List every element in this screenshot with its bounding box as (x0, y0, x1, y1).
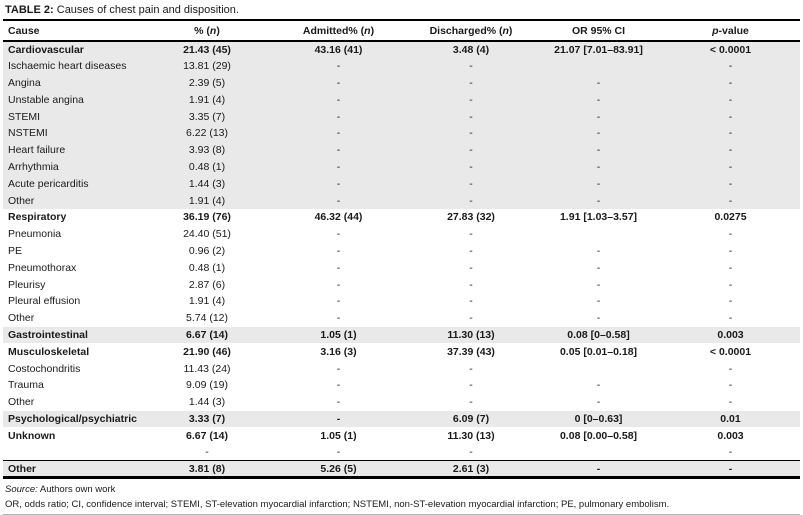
percent-n-cell: 0.48 (1) (188, 160, 226, 173)
discharged-cell: - (469, 110, 473, 123)
or-ci-cell: - (596, 462, 601, 475)
cause-cell: Angina (8, 76, 41, 89)
table-row (3, 360, 800, 377)
percent-n-cell: 6.67 (14) (185, 429, 229, 442)
p-value-cell: - (728, 127, 733, 140)
discharged-cell: - (469, 379, 473, 392)
admitted-cell: 43.16 (41) (314, 43, 363, 56)
percent-n-cell: 21.43 (45) (183, 43, 231, 56)
p-value-cell: - (728, 261, 733, 274)
cause-cell: Pleural effusion (8, 295, 81, 308)
admitted-cell: - (336, 144, 341, 157)
percent-n-cell: 5.74 (12) (185, 312, 229, 325)
table-row (3, 75, 800, 92)
discharged-cell: 11.30 (13) (447, 328, 495, 341)
cause-cell: Pleurisy (8, 278, 46, 291)
p-value-cell: - (728, 244, 733, 257)
or-ci-cell: 0.05 [0.01–0.18] (559, 345, 638, 358)
admitted-cell: - (336, 261, 341, 274)
source-label: Source: (5, 484, 38, 496)
table-row (3, 41, 800, 58)
discharged-cell: 11.30 (13) (447, 429, 495, 442)
p-value-cell: - (728, 60, 733, 73)
table-caption-text: Causes of chest pain and disposition. (53, 4, 239, 16)
cause-cell: Unknown (8, 429, 56, 442)
p-value-cell: - (728, 278, 733, 291)
percent-n-cell: 1.44 (3) (188, 177, 226, 190)
discharged-cell: 27.83 (32) (447, 211, 495, 224)
cause-cell: Ischaemic heart diseases (8, 60, 127, 73)
discharged-cell: 3.48 (4) (452, 43, 490, 56)
percent-n-cell: 2.39 (5) (188, 76, 226, 89)
col-header-discharged: Discharged% (n) (406, 21, 536, 41)
admitted-cell: 1.05 (1) (320, 328, 357, 341)
source-text: Authors own work (37, 484, 116, 496)
p-value-cell: - (728, 362, 733, 375)
admitted-cell: 46.32 (44) (314, 211, 363, 224)
or-ci-cell: - (596, 379, 601, 392)
cause-cell: Other (8, 462, 37, 475)
admitted-cell: - (336, 110, 341, 123)
discharged-cell: - (469, 127, 473, 140)
admitted-cell: - (336, 446, 341, 459)
cause-cell: Other (8, 396, 35, 409)
or-ci-cell: - (596, 127, 601, 140)
table-row (3, 259, 800, 276)
admitted-cell: - (336, 312, 341, 325)
header-row (3, 21, 800, 41)
discharged-cell: - (469, 160, 473, 173)
table-caption (3, 0, 800, 21)
table-row (3, 192, 800, 209)
table-caption-label: TABLE 2: (5, 4, 54, 16)
or-ci-cell (536, 360, 661, 377)
admitted-cell: - (336, 93, 341, 106)
discharged-cell: - (469, 244, 473, 257)
percent-n-cell: 1.44 (3) (188, 396, 226, 409)
p-value-cell: - (728, 228, 733, 241)
or-ci-cell: - (596, 278, 601, 291)
discharged-cell: 6.09 (7) (452, 412, 490, 425)
cause-cell: Gastrointestinal (8, 328, 88, 341)
table-row (3, 461, 800, 478)
table-row (3, 411, 800, 428)
cause-cell: Trauma (8, 379, 44, 392)
cause-cell: STEMI (8, 110, 41, 123)
discharged-cell: - (469, 177, 473, 190)
discharged-cell: - (469, 362, 473, 375)
discharged-cell: 37.39 (43) (447, 345, 495, 358)
table-header (3, 21, 800, 41)
cause-cell: Costochondritis (8, 362, 81, 375)
col-header-cause: Cause (3, 21, 143, 41)
or-ci-cell: - (596, 177, 601, 190)
admitted-cell: - (336, 194, 341, 207)
percent-n-cell: 0.48 (1) (188, 261, 226, 274)
discharged-cell: - (469, 60, 473, 73)
admitted-cell: - (336, 379, 341, 392)
percent-n-cell: - (205, 446, 209, 459)
or-ci-cell: - (596, 261, 601, 274)
admitted-cell: - (336, 76, 341, 89)
table-row (3, 58, 800, 75)
table-row (3, 159, 800, 176)
table-row (3, 175, 800, 192)
percent-n-cell: 11.43 (24) (183, 362, 231, 375)
admitted-cell: - (336, 244, 341, 257)
admitted-cell: - (336, 177, 341, 190)
or-ci-cell: 21.07 [7.01–83.91] (554, 43, 643, 56)
table-row (3, 91, 800, 108)
table-row (3, 226, 800, 243)
discharged-cell: - (469, 295, 473, 308)
or-ci-cell: 0.08 [0–0.58] (567, 328, 630, 341)
admitted-cell: - (336, 228, 341, 241)
percent-n-cell: 1.91 (4) (188, 93, 226, 106)
cause-cell: NSTEMI (8, 127, 48, 140)
discharged-cell: - (469, 194, 473, 207)
col-header-or-ci: OR 95% CI (536, 21, 661, 41)
p-value-cell: - (728, 396, 733, 409)
p-value-cell: - (728, 93, 733, 106)
percent-n-cell: 3.81 (8) (188, 462, 226, 475)
or-ci-cell: - (596, 144, 601, 157)
p-value-cell: 0.003 (717, 328, 744, 341)
percent-n-cell: 13.81 (29) (183, 60, 231, 73)
percent-n-cell: 3.35 (7) (188, 110, 226, 123)
percent-n-cell: 6.22 (13) (185, 127, 229, 140)
admitted-cell: - (336, 396, 341, 409)
cause-cell (3, 444, 143, 461)
discharged-cell: 2.61 (3) (452, 462, 490, 475)
percent-n-cell: 0.96 (2) (188, 244, 226, 257)
percent-n-cell: 1.91 (4) (188, 194, 226, 207)
percent-n-cell: 21.90 (46) (183, 345, 231, 358)
table-row (3, 293, 800, 310)
discharged-cell: - (469, 396, 473, 409)
cause-cell: Respiratory (8, 211, 67, 224)
table-row (3, 427, 800, 444)
discharged-cell: - (469, 261, 473, 274)
discharged-cell: - (469, 228, 473, 241)
p-value-cell: - (728, 144, 733, 157)
table-row (3, 209, 800, 226)
cause-cell: Other (8, 312, 35, 325)
admitted-cell: - (336, 362, 341, 375)
p-value-cell: - (728, 110, 733, 123)
or-ci-cell: 0.08 [0.00–0.58] (559, 429, 638, 442)
or-ci-cell: 1.91 [1.03–3.57] (559, 211, 638, 224)
or-ci-cell: - (596, 312, 601, 325)
table-row (3, 125, 800, 142)
p-value-cell: - (728, 312, 733, 325)
source-note (5, 484, 798, 495)
or-ci-cell: - (596, 194, 601, 207)
or-ci-cell: - (596, 396, 601, 409)
admitted-cell: - (336, 60, 341, 73)
cause-cell: Psychological/psychiatric (8, 412, 137, 425)
percent-n-cell: 24.40 (51) (183, 228, 231, 241)
cause-cell: Other (8, 194, 35, 207)
table-row (3, 377, 800, 394)
or-ci-cell: - (596, 295, 601, 308)
table-body (3, 41, 800, 478)
cause-cell: PE (8, 244, 23, 257)
p-value-cell: < 0.0001 (709, 345, 752, 358)
p-value-cell: - (728, 295, 733, 308)
p-value-cell: - (728, 194, 733, 207)
percent-n-cell: 2.87 (6) (188, 278, 226, 291)
p-value-cell: - (728, 462, 733, 475)
admitted-cell: 3.16 (3) (320, 345, 357, 358)
cause-cell: Musculoskeletal (8, 345, 90, 358)
table-row (3, 108, 800, 125)
cause-cell: Cardiovascular (8, 43, 84, 56)
p-value-cell: 0.0275 (714, 211, 747, 224)
or-ci-cell: - (596, 160, 601, 173)
percent-n-cell: 1.91 (4) (188, 295, 226, 308)
percent-n-cell: 9.09 (19) (185, 379, 229, 392)
or-ci-cell: - (596, 110, 601, 123)
cause-cell: Pneumothorax (8, 261, 77, 274)
cause-cell: Acute pericarditis (8, 177, 89, 190)
cause-cell: Arrhythmia (8, 160, 59, 173)
p-value-cell: - (728, 160, 733, 173)
table-row (3, 243, 800, 260)
p-value-cell: < 0.0001 (709, 43, 752, 56)
table-row (3, 142, 800, 159)
cause-cell: Heart failure (8, 144, 66, 157)
p-value-cell: 0.01 (720, 412, 741, 425)
table-row (3, 276, 800, 293)
discharged-cell: - (469, 76, 473, 89)
percent-n-cell: 3.33 (7) (188, 412, 226, 425)
p-value-cell: - (728, 76, 733, 89)
p-value-cell: - (728, 177, 733, 190)
table-row (3, 327, 800, 344)
discharged-cell: - (469, 278, 473, 291)
p-value-cell: 0.003 (717, 429, 744, 442)
or-ci-cell: - (596, 93, 601, 106)
percent-n-cell: 6.67 (14) (185, 328, 229, 341)
discharged-cell: - (469, 446, 473, 459)
admitted-cell: - (336, 278, 341, 291)
admitted-cell: 5.26 (5) (320, 462, 357, 475)
p-value-cell: - (728, 379, 733, 392)
or-ci-cell: 0 [0–0.63] (574, 412, 623, 425)
or-ci-cell: - (596, 244, 601, 257)
col-header-admitted: Admitted% (n) (271, 21, 406, 41)
admitted-cell: - (336, 295, 341, 308)
admitted-cell: - (336, 160, 341, 173)
discharged-cell: - (469, 312, 473, 325)
or-ci-cell (536, 58, 661, 75)
percent-n-cell: 3.93 (8) (188, 144, 226, 157)
table-row (3, 310, 800, 327)
or-ci-cell (536, 444, 661, 461)
or-ci-cell (536, 226, 661, 243)
table-row (3, 343, 800, 360)
cause-cell: Pneumonia (8, 228, 62, 241)
admitted-cell: - (336, 412, 341, 425)
cause-cell: Unstable angina (8, 93, 84, 106)
col-header-p-value: p-value (661, 21, 800, 41)
abbreviations-note: OR, odds ratio; CI, confidence interval; STEMI, ST-elevation myocardial infarction; NSTEMI, non-ST-elevation myocardial infarction; PE, pulmonary embolism. (5, 499, 670, 511)
admitted-cell: 1.05 (1) (320, 429, 357, 442)
table-row (3, 394, 800, 411)
table-row (3, 444, 800, 461)
or-ci-cell: - (596, 76, 601, 89)
discharged-cell: - (469, 93, 473, 106)
admitted-cell: - (336, 127, 341, 140)
percent-n-cell: 36.19 (76) (183, 211, 231, 224)
discharged-cell: - (469, 144, 473, 157)
data-table (3, 21, 800, 479)
col-header-percent-n: % (n) (143, 21, 271, 41)
p-value-cell: - (728, 446, 733, 459)
